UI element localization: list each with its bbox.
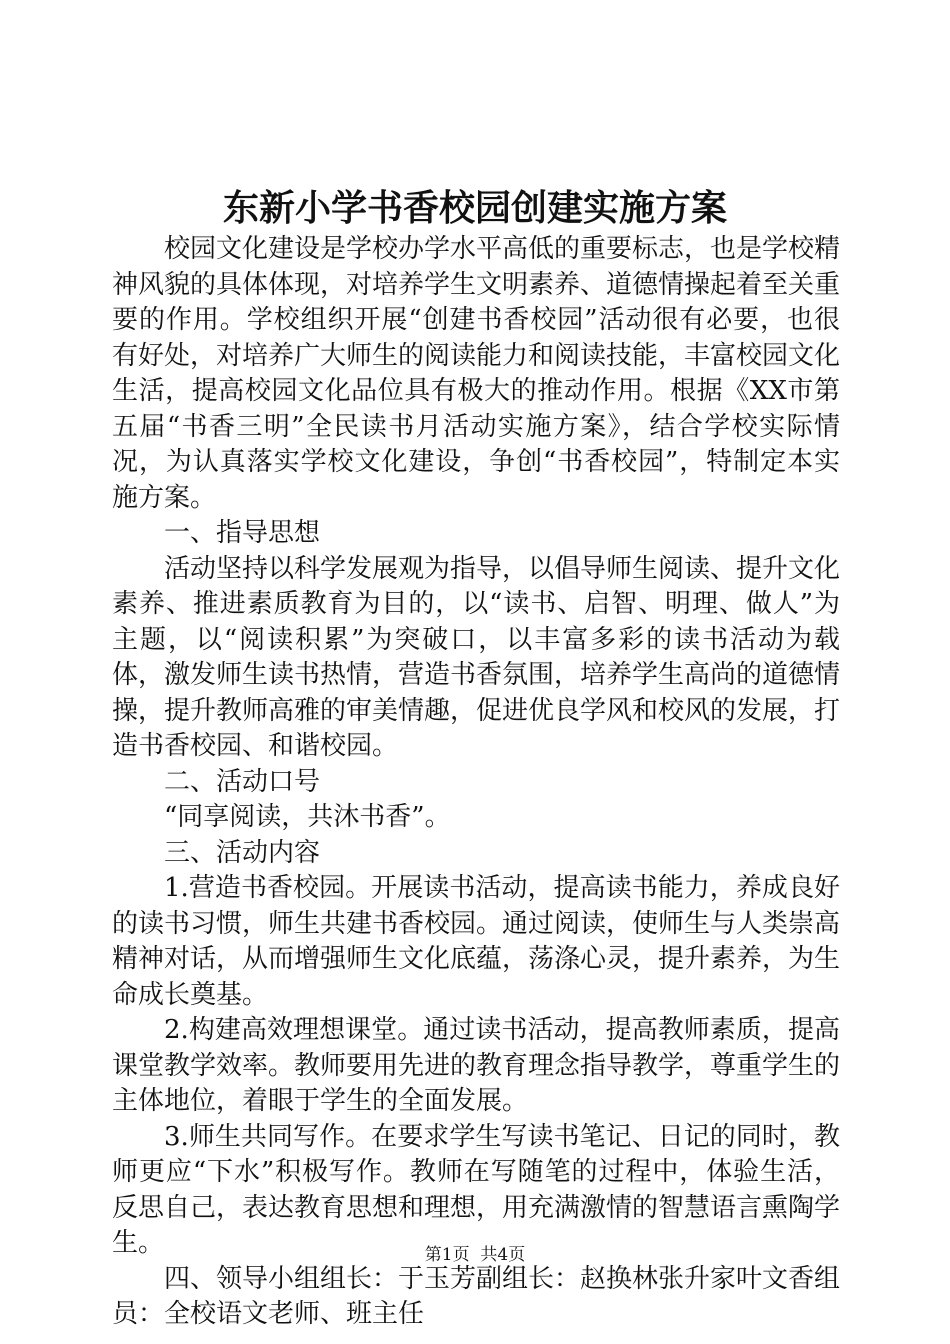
document-title: 东新小学书香校园创建实施方案 [222, 187, 727, 229]
activity-item-3: 3.师生共同写作。在要求学生写读书笔记、日记的同时，教师更应“下水”积极写作。教师在写随笔的过程中，体验生活，反思自己，表达教育思想和理想，用充满激情的智慧语言熏陶学生。 [112, 1121, 841, 1258]
page-number-label: 第1页 共4页 [424, 1245, 526, 1265]
page-footer [0, 1243, 950, 1267]
section-heading-activity-content: 三、活动内容 [164, 837, 321, 868]
intro-paragraph: 校园文化建设是学校办学水平高低的重要标志，也是学校精神风貌的具体体现，对培养学生文明素养、道德情操起着至关重要的作用。学校组织开展“创建书香校园”活动很有必要，也很有好处，对培养广大师生的阅读能力和阅读技能，丰富校园文化生活，提高校园文化品位具有极大的推动作用。根据《XX市第五届“书香三明”全民读书月活动实施方案》，结合学校实际情况，为认真落实学校文化建设，争创“书香校园”，特制定本实施方案。 [112, 234, 841, 513]
activity-item-1: 1.营造书香校园。开展读书活动，提高读书能力，养成良好的读书习惯，师生共建书香校园。通过阅读，使师生与人类崇高精神对话，从而增强师生文化底蕴，荡涤心灵，提升素养，为生命成长奠基。 [112, 873, 841, 1010]
section-heading-guiding-ideology: 一、指导思想 [164, 518, 321, 548]
slogan-paragraph: “同享阅读，共沐书香”。 [164, 802, 451, 832]
document-body [112, 232, 840, 1333]
guiding-ideology-paragraph: 活动坚持以科学发展观为指导，以倡导师生阅读、提升文化素养、推进素质教育为目的，以“读书、启智、明理、做人”为主题，以“阅读积累”为突破口，以丰富多彩的读书活动为载体，激发师生读书热情，营造书香氛围，培养学生高尚的道德情操，提升教师高雅的审美情趣，促进优良学风和校风的发展，打造书香校园、和谐校园。 [112, 553, 841, 761]
leadership-group-paragraph: 四、领导小组组长：于玉芳副组长：赵换林张升家叶文香组员：全校语文老师、班主任 [112, 1263, 841, 1329]
section-heading-slogan: 二、活动口号 [164, 766, 321, 797]
activity-item-2: 2.构建高效理想课堂。通过读书活动，提高教师素质，提高课堂教学效率。教师要用先进的教育理念指导教学，尊重学生的主体地位，着眼于学生的全面发展。 [112, 1015, 841, 1116]
